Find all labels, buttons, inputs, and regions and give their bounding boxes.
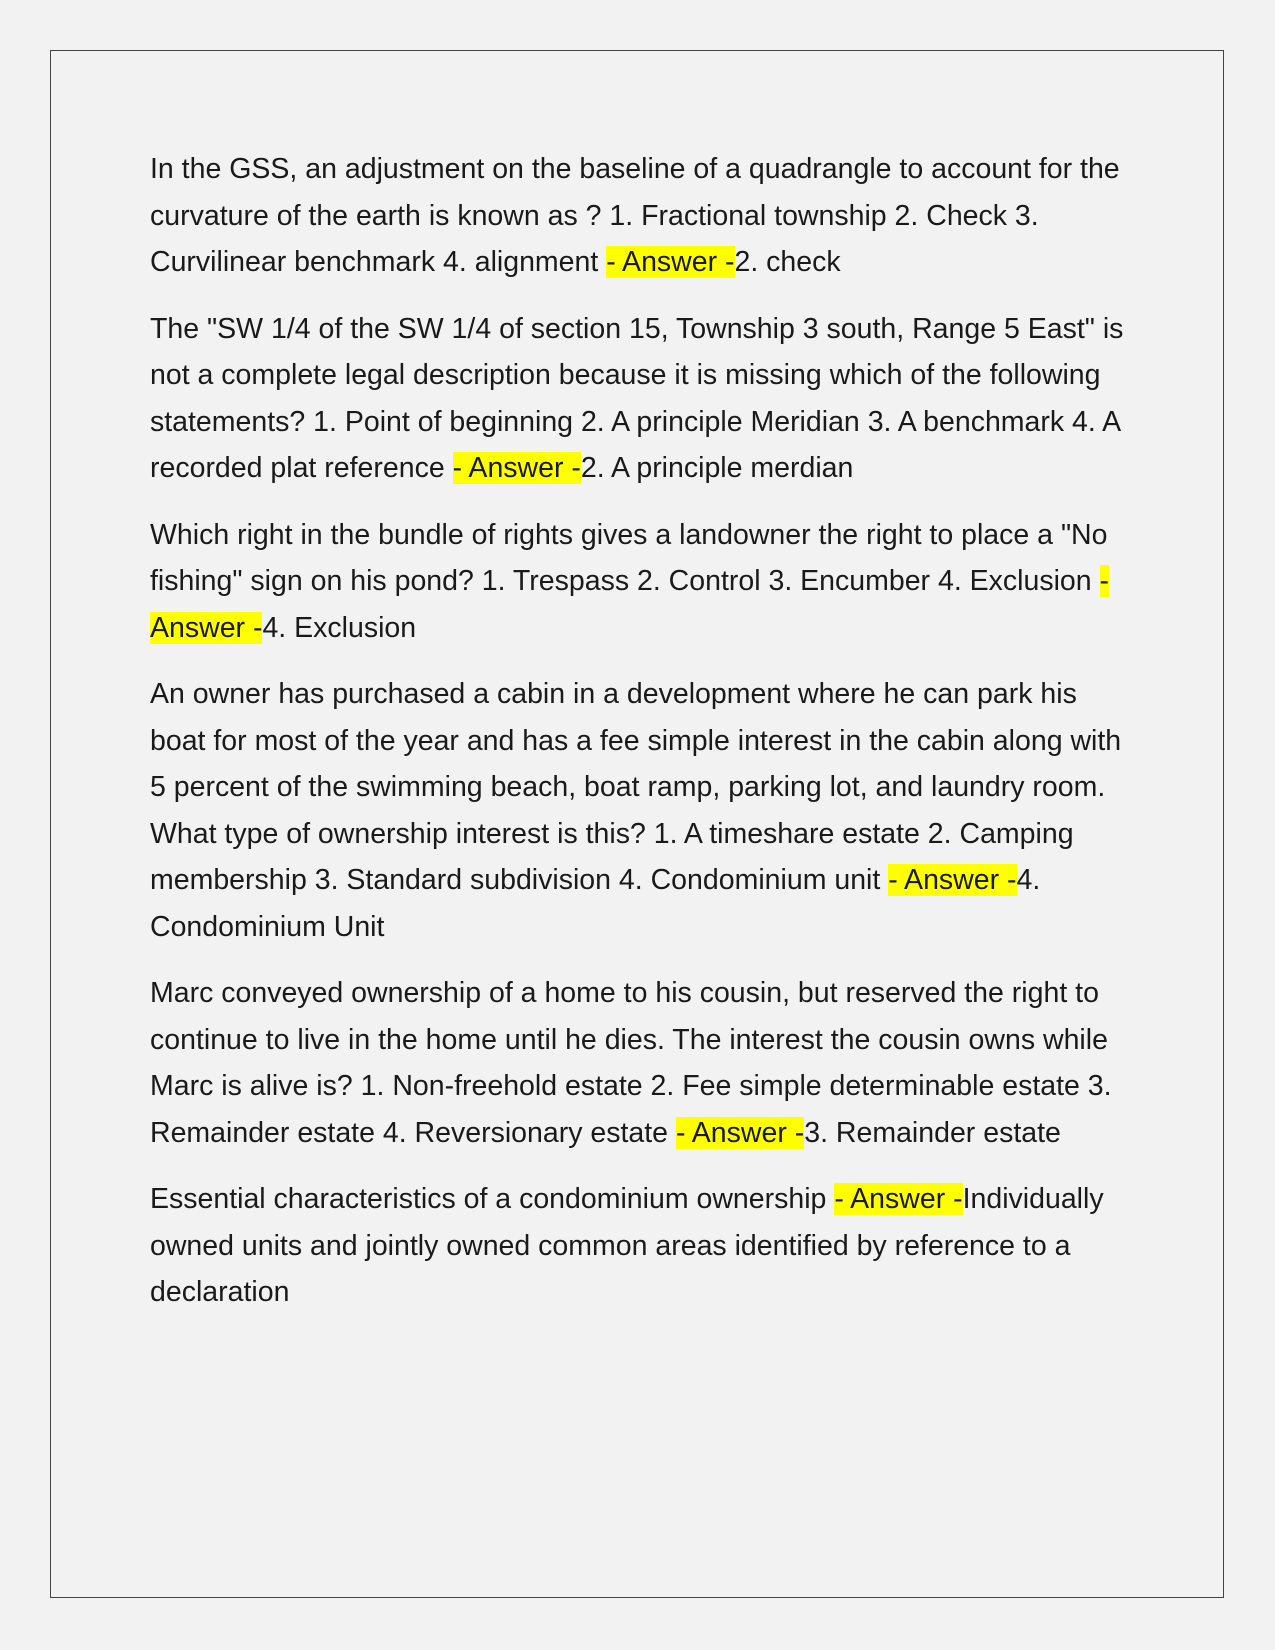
answer-marker: - Answer -	[888, 864, 1017, 896]
answer-marker: - Answer -	[452, 452, 581, 484]
document-body	[150, 146, 1130, 1336]
answer-text: 4. Condominium Unit	[150, 864, 1041, 943]
qa-item-2	[150, 306, 1130, 492]
qa-item-4	[150, 671, 1130, 950]
answer-marker: - Answer -	[606, 246, 735, 278]
qa-item-6	[150, 1176, 1130, 1316]
qa-item-3	[150, 512, 1130, 652]
answer-text: 4. Exclusion	[262, 611, 417, 644]
question-text: The "SW 1/4 of the SW 1/4 of section 15, Township 3 south, Range 5 East" is not a complete legal description because it is missing which of the following statements? 1. Point of beginning 2. A principle Meridian 3. A benchmark 4. A recorded plat reference	[150, 312, 1124, 484]
answer-text: 3. Remainder estate	[804, 1116, 1061, 1149]
answer-text: 2. check	[734, 246, 841, 278]
answer-text: Individually owned units and jointly owned common areas identified by reference to a declaration	[150, 1183, 1104, 1308]
question-text: Which right in the bundle of rights gives a landowner the right to place a "No fishing" sign on his pond? 1. Trespass 2. Control 3. Encumber 4. Exclusion	[150, 518, 1108, 597]
question-text: An owner has purchased a cabin in a development where he can park his boat for most of the year and has a fee simple interest in the cabin along with 5 percent of the swimming beach, boat ramp, parking lot, and laundry room. What type of ownership interest is this? 1. A timeshare estate 2. Camping membership 3. Standard subdivision 4. Condominium unit	[150, 678, 1122, 896]
question-text: Marc conveyed ownership of a home to his cousin, but reserved the right to continue to live in the home until he dies. The interest the cousin owns while Marc is alive is? 1. Non-freehold estate 2. Fee simple determinable estate 3. Remainder estate 4. Reversionary estate	[150, 977, 1112, 1149]
answer-marker: - Answer -	[834, 1183, 963, 1215]
qa-item-5	[150, 970, 1130, 1156]
question-text: In the GSS, an adjustment on the baseline of a quadrangle to account for the curvature of the earth is known as ? 1. Fractional township 2. Check 3. Curvilinear benchmark 4. alignment	[150, 153, 1120, 278]
answer-text: 2. A principle merdian	[580, 452, 854, 484]
answer-marker: - Answer -	[150, 565, 1110, 644]
answer-marker: - Answer -	[675, 1116, 805, 1149]
qa-item-1	[150, 146, 1130, 286]
question-text: Essential characteristics of a condominium ownership	[150, 1183, 835, 1215]
